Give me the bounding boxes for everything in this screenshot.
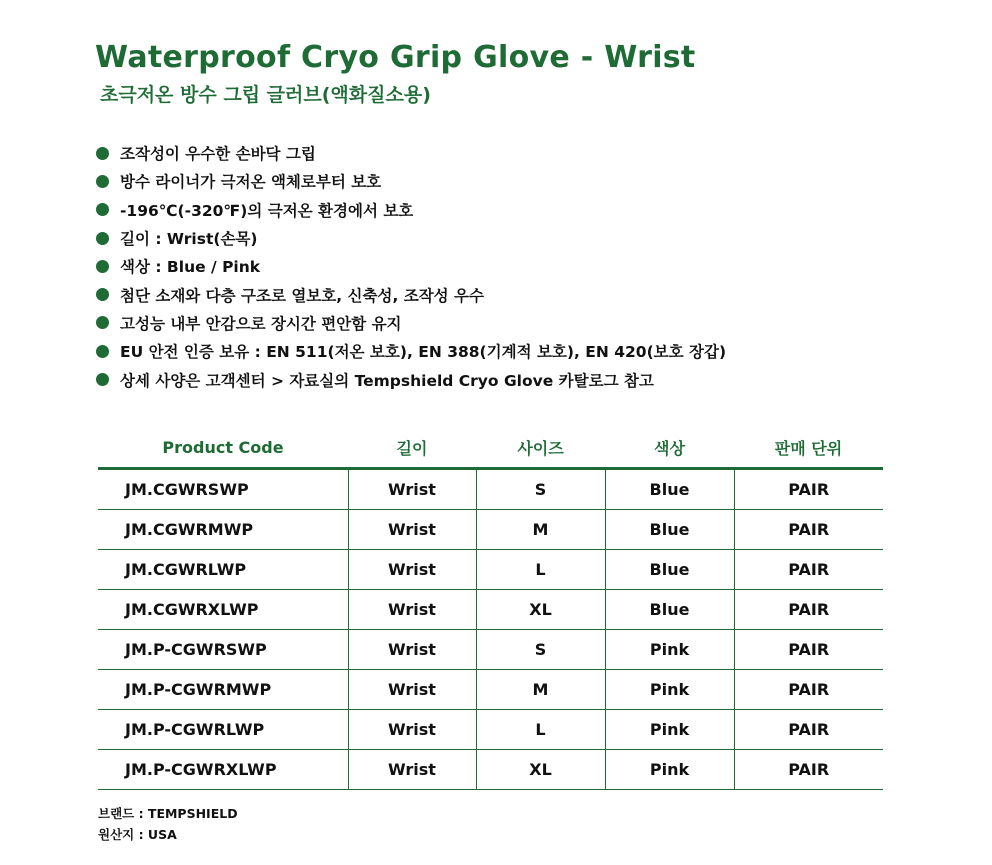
cell-size: M bbox=[476, 670, 605, 710]
feature-text: 방수 라이너가 극저온 액체로부터 보호 bbox=[120, 173, 382, 192]
cell-length: Wrist bbox=[348, 590, 476, 630]
feature-item bbox=[96, 167, 726, 195]
cell-unit: PAIR bbox=[734, 630, 883, 670]
cell-unit: PAIR bbox=[734, 469, 883, 510]
cell-unit: PAIR bbox=[734, 710, 883, 750]
table-row bbox=[98, 750, 883, 790]
cell-product-code: JM.CGWRMWP bbox=[98, 510, 348, 550]
cell-unit: PAIR bbox=[734, 750, 883, 790]
cell-product-code: JM.P-CGWRSWP bbox=[98, 630, 348, 670]
bullet-icon bbox=[96, 175, 109, 188]
cell-color: Pink bbox=[605, 670, 734, 710]
header-color: 색상 bbox=[605, 428, 734, 469]
cell-unit: PAIR bbox=[734, 550, 883, 590]
cell-product-code: JM.CGWRXLWP bbox=[98, 590, 348, 630]
feature-list bbox=[96, 139, 726, 394]
feature-text: 색상 : Blue / Pink bbox=[120, 258, 261, 277]
bullet-icon bbox=[96, 147, 109, 160]
page-title: Waterproof Cryo Grip Glove - Wrist bbox=[95, 40, 696, 75]
origin-info: 원산지 : USA bbox=[98, 827, 177, 842]
feature-item bbox=[96, 139, 726, 167]
header-length: 길이 bbox=[348, 428, 476, 469]
table-row bbox=[98, 510, 883, 550]
bullet-icon bbox=[96, 316, 109, 329]
cell-product-code: JM.P-CGWRMWP bbox=[98, 670, 348, 710]
cell-length: Wrist bbox=[348, 670, 476, 710]
feature-item bbox=[96, 224, 726, 252]
cell-color: Pink bbox=[605, 710, 734, 750]
table-row bbox=[98, 590, 883, 630]
bullet-icon bbox=[96, 203, 109, 216]
cell-length: Wrist bbox=[348, 710, 476, 750]
feature-item bbox=[96, 337, 726, 365]
feature-text: 첨단 소재와 다층 구조로 열보호, 신축성, 조작성 우수 bbox=[120, 286, 484, 305]
cell-length: Wrist bbox=[348, 550, 476, 590]
cell-color: Blue bbox=[605, 590, 734, 630]
brand-info: 브랜드 : TEMPSHIELD bbox=[98, 806, 238, 821]
header-product-code: Product Code bbox=[98, 428, 348, 469]
feature-text: 길이 : Wrist(손목) bbox=[120, 230, 258, 249]
table-row bbox=[98, 469, 883, 510]
feature-text: 고성능 내부 안감으로 장시간 편안함 유지 bbox=[120, 314, 402, 333]
cell-product-code: JM.CGWRSWP bbox=[98, 469, 348, 510]
header-size: 사이즈 bbox=[476, 428, 605, 469]
feature-item bbox=[96, 309, 726, 337]
feature-item bbox=[96, 365, 726, 393]
feature-item bbox=[96, 196, 726, 224]
cell-size: S bbox=[476, 630, 605, 670]
table-row bbox=[98, 670, 883, 710]
product-table bbox=[98, 428, 883, 790]
cell-length: Wrist bbox=[348, 750, 476, 790]
feature-text: 조작성이 우수한 손바닥 그립 bbox=[120, 145, 316, 164]
bullet-icon bbox=[96, 260, 109, 273]
cell-product-code: JM.P-CGWRXLWP bbox=[98, 750, 348, 790]
bullet-icon bbox=[96, 345, 109, 358]
feature-text: -196℃(-320℉)의 극저온 환경에서 보호 bbox=[120, 201, 414, 220]
cell-unit: PAIR bbox=[734, 670, 883, 710]
cell-product-code: JM.P-CGWRLWP bbox=[98, 710, 348, 750]
cell-size: S bbox=[476, 469, 605, 510]
cell-unit: PAIR bbox=[734, 510, 883, 550]
cell-size: M bbox=[476, 510, 605, 550]
table-header-row bbox=[98, 428, 883, 469]
feature-item bbox=[96, 252, 726, 280]
cell-product-code: JM.CGWRLWP bbox=[98, 550, 348, 590]
bullet-icon bbox=[96, 288, 109, 301]
feature-text: EU 안전 인증 보유 : EN 511(저온 보호), EN 388(기계적 보호), EN 420(보호 장갑) bbox=[120, 343, 727, 362]
cell-size: L bbox=[476, 710, 605, 750]
cell-size: L bbox=[476, 550, 605, 590]
cell-length: Wrist bbox=[348, 630, 476, 670]
cell-color: Blue bbox=[605, 510, 734, 550]
feature-item bbox=[96, 280, 726, 308]
cell-color: Pink bbox=[605, 630, 734, 670]
cell-color: Blue bbox=[605, 469, 734, 510]
header-unit: 판매 단위 bbox=[734, 428, 883, 469]
cell-length: Wrist bbox=[348, 510, 476, 550]
cell-color: Blue bbox=[605, 550, 734, 590]
cell-color: Pink bbox=[605, 750, 734, 790]
cell-unit: PAIR bbox=[734, 590, 883, 630]
feature-text: 상세 사양은 고객센터 > 자료실의 Tempshield Cryo Glove 카탈로그 참고 bbox=[120, 371, 654, 390]
table-row bbox=[98, 630, 883, 670]
bullet-icon bbox=[96, 373, 109, 386]
table-row bbox=[98, 550, 883, 590]
cell-size: XL bbox=[476, 750, 605, 790]
bullet-icon bbox=[96, 232, 109, 245]
page-subtitle: 초극저온 방수 그립 글러브(액화질소용) bbox=[100, 84, 431, 106]
table-row bbox=[98, 710, 883, 750]
cell-length: Wrist bbox=[348, 469, 476, 510]
cell-size: XL bbox=[476, 590, 605, 630]
